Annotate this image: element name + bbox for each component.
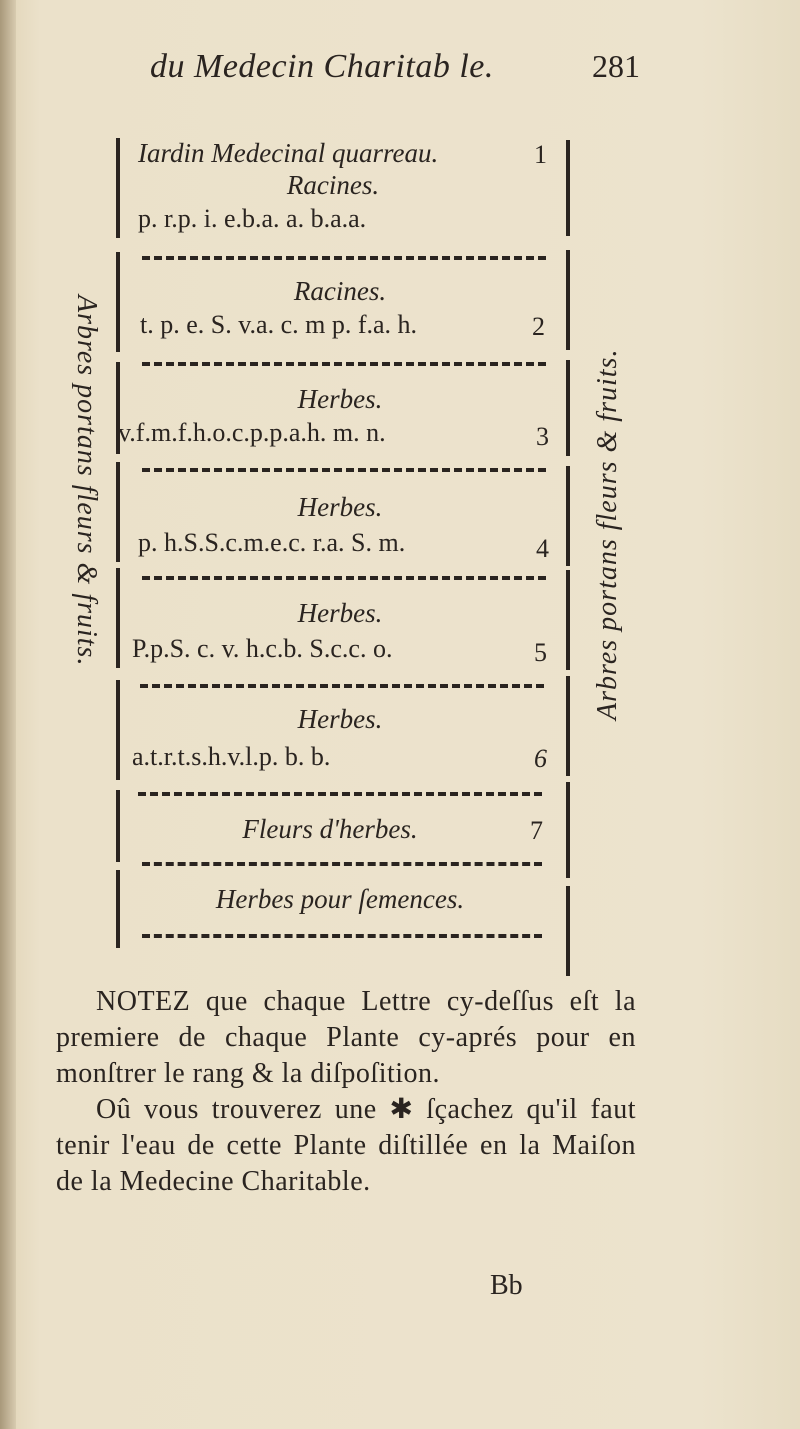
right-bracket-line — [566, 886, 570, 976]
row-4-title: Herbes. — [297, 492, 383, 522]
divider-rule — [140, 684, 544, 688]
row-4-code: p. h.S.S.c.m.e.c. r.a. S. m. — [138, 528, 406, 557]
row-1-title: Iardin Medecinal quarreau. — [138, 138, 439, 168]
side-label-left: Arbres portans fleurs & fruits. — [71, 295, 102, 667]
right-bracket-line — [566, 782, 570, 878]
divider-rule — [142, 934, 542, 938]
divider-rule — [138, 792, 542, 796]
side-label-right: Arbres portans fleurs & fruits. — [592, 348, 623, 720]
divider-rule — [142, 468, 546, 472]
row-1-code: p. r.p. i. e.b.a. a. b.a.a. — [138, 204, 367, 233]
catchword: Bb — [490, 1270, 523, 1301]
row-7-title: Fleurs d'herbes. — [242, 814, 418, 844]
divider-rule — [142, 362, 546, 366]
divider-rule — [142, 576, 546, 580]
row-5-code: P.p.S. c. v. h.c.b. S.c.c. o. — [132, 634, 393, 663]
note-paragraph-2: Oû vous trouverez une ✱ ſçachez qu'il faut tenir l'eau de cette Plante diſtillée en la Maiſon de la Medecine Charitable. — [56, 1094, 636, 1197]
divider-rule — [142, 256, 546, 260]
left-bracket-line — [116, 680, 120, 780]
page-spine-edge — [0, 0, 16, 1429]
right-bracket-line — [566, 676, 570, 776]
right-bracket-line — [566, 360, 570, 456]
row-7-number: 7 — [530, 816, 543, 845]
left-bracket-line — [116, 870, 120, 948]
row-4-number: 4 — [536, 534, 549, 563]
page-number: 281 — [592, 48, 640, 84]
left-bracket-line — [116, 138, 120, 238]
row-2-number: 2 — [532, 312, 545, 341]
row-1-number: 1 — [534, 140, 547, 169]
row-3-code: v.f.m.f.h.o.c.p.p.a.h. m. n. — [118, 418, 386, 447]
right-bracket-line — [566, 570, 570, 670]
running-header — [150, 48, 640, 98]
row-6-number: 6 — [534, 744, 547, 773]
row-1-subtitle: Racines. — [286, 170, 380, 200]
running-title: du Medecin Charitab le. — [150, 48, 494, 85]
left-bracket-line — [116, 462, 120, 562]
row-2-title: Racines. — [293, 276, 387, 306]
right-bracket-line — [566, 466, 570, 566]
row-8-title: Herbes pour ſemences. — [215, 884, 465, 914]
right-bracket-line — [566, 140, 570, 236]
note-block — [56, 984, 636, 1200]
left-bracket-line — [116, 252, 120, 352]
row-3-title: Herbes. — [297, 384, 383, 414]
divider-rule — [142, 862, 542, 866]
left-bracket-line — [116, 790, 120, 862]
row-5-number: 5 — [534, 638, 547, 667]
right-bracket-line — [566, 250, 570, 350]
row-3-number: 3 — [536, 422, 549, 451]
row-6-code: a.t.r.t.s.h.v.l.p. b. b. — [132, 742, 331, 771]
note-paragraph-1: NOTEZ que chaque Lettre cy-deſſus eſt la premiere de chaque Plante cy-aprés pour en monſtrer le rang & la diſpoſition. — [56, 986, 636, 1089]
left-bracket-line — [116, 568, 120, 668]
row-5-title: Herbes. — [297, 598, 383, 628]
row-2-code: t. p. e. S. v.a. c. m p. f.a. h. — [140, 310, 418, 339]
row-6-title: Herbes. — [297, 704, 383, 734]
